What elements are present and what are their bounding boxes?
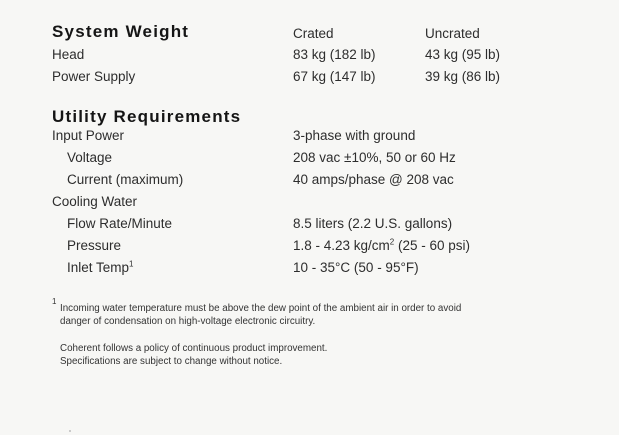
flow-rate-label: Flow Rate/Minute [67, 216, 173, 231]
voltage-value: 208 vac ±10%, 50 or 60 Hz [293, 150, 456, 165]
crated-column-header: Crated [293, 26, 334, 41]
weight-row-power-supply-label: Power Supply [52, 69, 136, 84]
footnote-line-2: danger of condensation on high-voltage electronic circuitry. [60, 316, 316, 327]
notice-line-1: Coherent follows a policy of continuous product improvement. [60, 343, 328, 354]
pressure-label: Pressure [67, 238, 122, 253]
current-value: 40 amps/phase @ 208 vac [293, 172, 454, 187]
weight-row-power-supply-crated: 67 kg (147 lb) [293, 69, 376, 84]
voltage-label: Voltage [67, 150, 113, 165]
flow-rate-value: 8.5 liters (2.2 U.S. gallons) [293, 216, 453, 231]
pressure-value-psi: (25 - 60 psi) [394, 238, 471, 253]
inlet-temp-label-text: Inlet Temp [67, 260, 130, 275]
weight-row-power-supply-uncrated: 39 kg (86 lb) [425, 69, 501, 84]
weight-row-head-label: Head [52, 47, 85, 62]
system-weight-heading: System Weight [52, 22, 190, 41]
input-power-value: 3-phase with ground [293, 128, 416, 143]
footnote-line-1: Incoming water temperature must be above the dew point of the ambient air in order to avoid [60, 303, 462, 314]
footnote-text [60, 302, 461, 328]
scan-speck [69, 430, 71, 432]
utility-requirements-heading: Utility Requirements [52, 107, 242, 126]
input-power-label: Input Power [52, 128, 125, 143]
uncrated-column-header: Uncrated [425, 26, 480, 41]
inlet-temp-label [67, 260, 134, 275]
current-label: Current (maximum) [67, 172, 184, 187]
pressure-value-main: 1.8 - 4.23 kg/cm [293, 238, 390, 253]
notice-text [60, 342, 327, 368]
pressure-value-superscript: 2 [389, 237, 395, 247]
weight-row-head-crated: 83 kg (182 lb) [293, 47, 376, 62]
weight-row-head-uncrated: 43 kg (95 lb) [425, 47, 501, 62]
pressure-value [293, 238, 470, 253]
inlet-temp-value: 10 - 35°C (50 - 95°F) [293, 260, 419, 275]
cooling-water-label: Cooling Water [52, 194, 138, 209]
footnote-marker: 1 [52, 297, 57, 306]
inlet-temp-footnote-ref: 1 [129, 259, 134, 269]
notice-line-2: Specifications are subject to change without notice. [60, 356, 283, 367]
